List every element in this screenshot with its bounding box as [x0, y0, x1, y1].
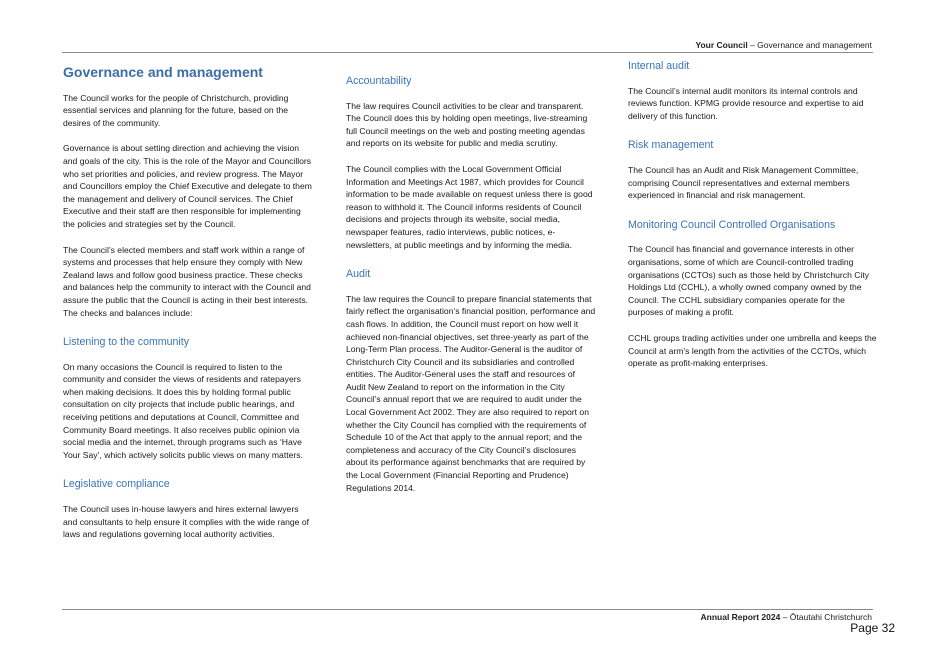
header-rule	[62, 52, 873, 53]
accountability-heading: Accountability	[346, 75, 412, 87]
footer-rule	[62, 609, 873, 610]
accountability-paragraph-1: The law requires Council activities to be clear and transparent. The Council does this by holding open meetings, live-streaming full Council meetings on the web and posting meeting agendas and reports on its website for public and media scrutiny.	[346, 100, 588, 149]
internal-audit-heading: Internal audit	[628, 60, 690, 72]
intro-paragraph: The Council works for the people of Christchurch, providing essential services and planning for the future, based on the desires of the community.	[63, 92, 289, 128]
internal-audit-paragraph: The Council’s internal audit monitors its internal controls and reviews function. KPMG provide resource and expertise to aid delivery of this function.	[628, 85, 864, 121]
listening-heading: Listening to the community	[63, 336, 190, 349]
header-subsection: – Governance and management	[750, 40, 872, 50]
page-title: Governance and management	[63, 64, 263, 80]
page-number: Page 32	[850, 621, 895, 635]
running-footer	[701, 612, 873, 622]
header-section: Your Council	[695, 40, 748, 50]
cco-heading: Monitoring Council Controlled Organisations	[628, 218, 836, 231]
checks-paragraph: The Council’s elected members and staff work within a range of systems and processes that help ensure they comply with New Zealand laws and follow good business practice. These checks and balances help the community to interact with the Council and assure the public that the Council is acting in their best interests. The checks and balances include:	[63, 244, 311, 318]
governance-paragraph: Governance is about setting direction and achieving the vision and goals of the city. This is the role of the Mayor and Councillors who set priorities and policies, and review progress. The Mayor and Councillors employ the Chief Executive and delegate to them the management and delivery of Council services. The Chief Executive and their staff are then responsible for implementing the policies and strategies set by the Council.	[63, 143, 312, 229]
legislative-paragraph: The Council uses in-house lawyers and hires external lawyers and consultants to help ensure it complies with the wide range of laws and regulations governing local authority activities.	[63, 504, 310, 540]
accountability-paragraph-2: The Council complies with the Local Government Official Information and Meetings Act 1987, which provides for Council information to be made available on request unless there is good reason to withhold it. The Council informs residents of Council decisions and projects through its website, social media, newspaper features, radio interviews, public notices, e-newsletters, at public meetings and by informing the media.	[346, 163, 593, 250]
cco-paragraph-2: CCHL groups trading activities under one umbrella and keeps the Council at arm’s length from the activities of the CCTOs, which operate as profit-making enterprises.	[628, 332, 877, 369]
footer-place: – Ōtautahi Christchurch	[782, 612, 872, 622]
column-middle	[346, 75, 596, 507]
risk-heading: Risk management	[628, 139, 714, 152]
running-header	[695, 40, 872, 50]
column-left	[63, 60, 313, 554]
column-right	[628, 60, 878, 383]
audit-heading: Audit	[346, 268, 371, 281]
cco-paragraph-1: The Council has financial and governance interests in other organisations, some of which are Council-controlled trading organisations (CCTOs) such as those held by Christchurch City Holdings Ltd (CCHL), a wholly owned company owned by the Council. The CCHL subsidiary companies operate for the purposes of making a profit.	[628, 244, 870, 318]
risk-paragraph: The Council has an Audit and Risk Management Committee, comprising Council representatives and external members experienced in financial and risk management.	[628, 164, 859, 201]
footer-report: Annual Report 2024	[700, 612, 781, 622]
legislative-heading: Legislative compliance	[63, 478, 170, 491]
listening-paragraph: On many occasions the Council is required to listen to the community and consider the views of residents and ratepayers when making decisions. It does this by holding formal public consultation on city projects that include public hearings, and receiving petitions and deputations at Council, Committee and Community Board meetings. It also receives public opinion via social media and the internet, through programs such as ‘Have Your Say’, which actively solicits public views on many matters.	[63, 361, 303, 460]
audit-paragraph: The law requires the Council to prepare financial statements that fairly reflect the organisation’s financial position, performance and cash flows. In addition, the Council must report on how well it achieved non-financial objectives, set three-yearly as part of the Long-Term Plan process. The Auditor-General is the auditor of Christchurch City Council and its subsidiaries and controlled entities. The Auditor-General uses the staff and resources of Audit New Zealand to report on the information in the City Council’s annual report that we are required to audit under the Local Government Act 2002. They are also required to report on whether the City Council has complied with the requirements of Schedule 10 of the Act that apply to the annual report; and the completeness and accuracy of the City Council’s disclosures about its performance against benchmarks that are required by the Local Government (Financial Reporting and Prudence) Regulations 2014.	[346, 293, 596, 493]
